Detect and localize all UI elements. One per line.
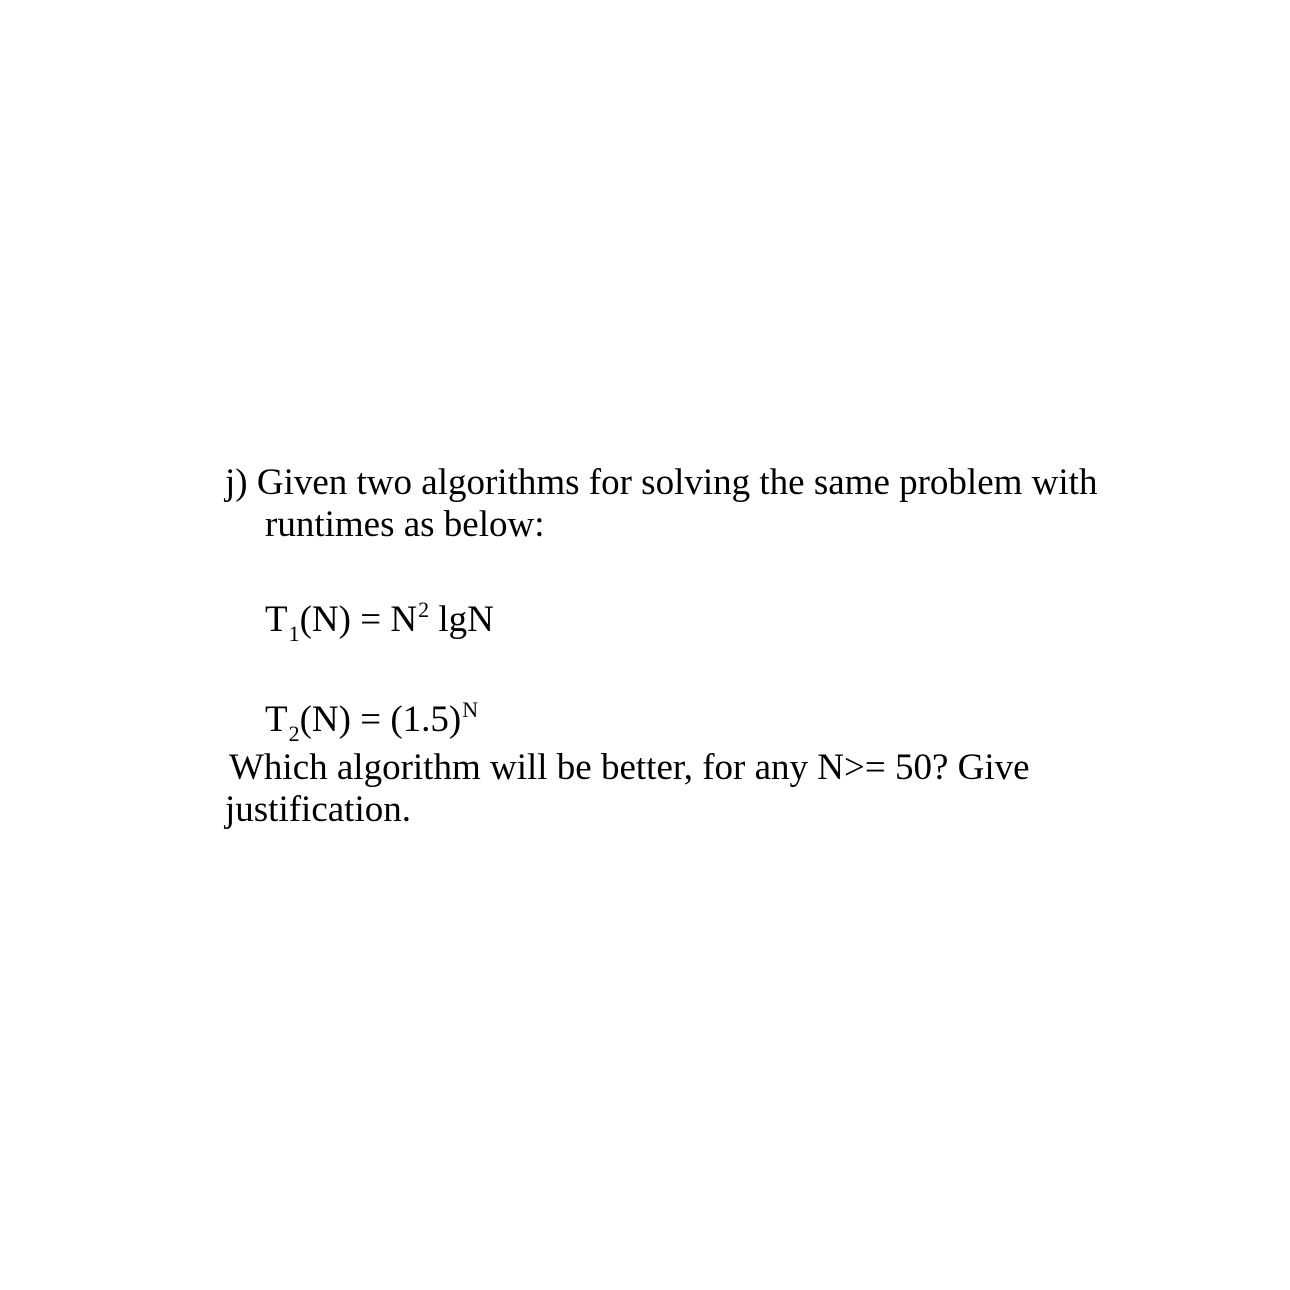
eq1-superscript: 2 — [418, 597, 430, 622]
question-block — [225, 462, 1185, 830]
eq2-lhs: (N) = (1.5) — [299, 699, 462, 740]
question-line-2: runtimes as below: — [265, 504, 545, 545]
question-line-4: justification. — [225, 789, 411, 830]
question-line-1: j) Given two algorithms for solving the same problem with — [225, 462, 1098, 503]
equation-t2 — [225, 699, 478, 745]
eq2-name: T — [265, 699, 288, 740]
eq1-subscript: 1 — [288, 621, 300, 646]
eq1-lhs: (N) = N — [299, 599, 418, 640]
eq2-superscript: N — [462, 697, 479, 722]
eq1-name: T — [265, 599, 288, 640]
eq1-rhs: lgN — [429, 599, 494, 640]
question-line-3: Which algorithm will be better, for any N>= 50? Give — [229, 747, 1030, 788]
equation-t1 — [225, 599, 494, 645]
eq2-subscript: 2 — [288, 721, 300, 746]
